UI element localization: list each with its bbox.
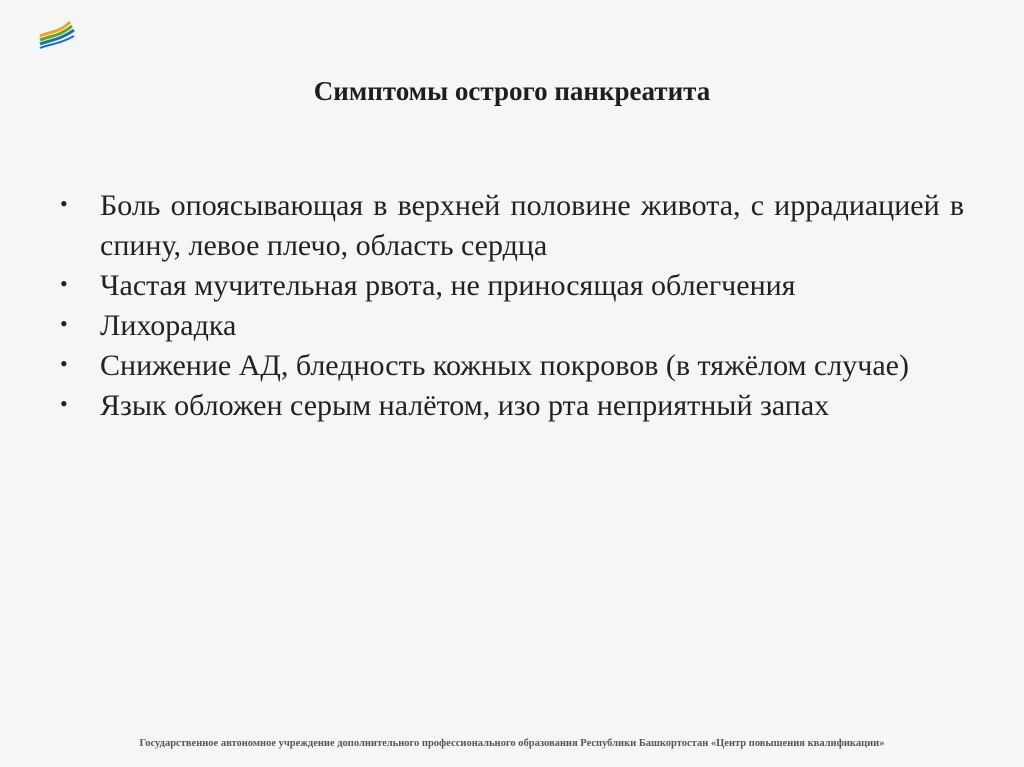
list-item xyxy=(60,186,964,266)
bullet-icon: • xyxy=(60,191,68,216)
bullet-icon: • xyxy=(60,391,68,416)
symptom-list xyxy=(60,186,964,426)
logo-icon xyxy=(36,14,76,50)
bullet-icon: • xyxy=(60,271,68,296)
list-item xyxy=(60,386,964,426)
bullet-icon: • xyxy=(60,351,68,376)
list-item-text: Снижение АД, бледность кожных покровов (в тяжёлом случае) xyxy=(100,349,909,382)
list-item xyxy=(60,306,964,346)
slide-title: Симптомы острого панкреатита xyxy=(313,76,711,106)
list-item xyxy=(60,346,964,386)
list-item-text: Частая мучительная рвота, не приносящая облегчения xyxy=(100,269,796,302)
list-item-text: Язык обложен серым налётом, изо рта неприятный запах xyxy=(100,389,830,422)
list-item xyxy=(60,266,964,306)
footer-institution: Государственное автономное учреждение дополнительного профессионального образования Республики Башкортостан «Центр повышения квалификации» xyxy=(139,738,885,749)
list-item-text: Боль опоясывающая в верхней половине живота, с иррадиацией в спину, левое плечо, область сердца xyxy=(100,189,964,262)
list-item-text: Лихорадка xyxy=(100,309,237,342)
bullet-icon: • xyxy=(60,311,68,336)
